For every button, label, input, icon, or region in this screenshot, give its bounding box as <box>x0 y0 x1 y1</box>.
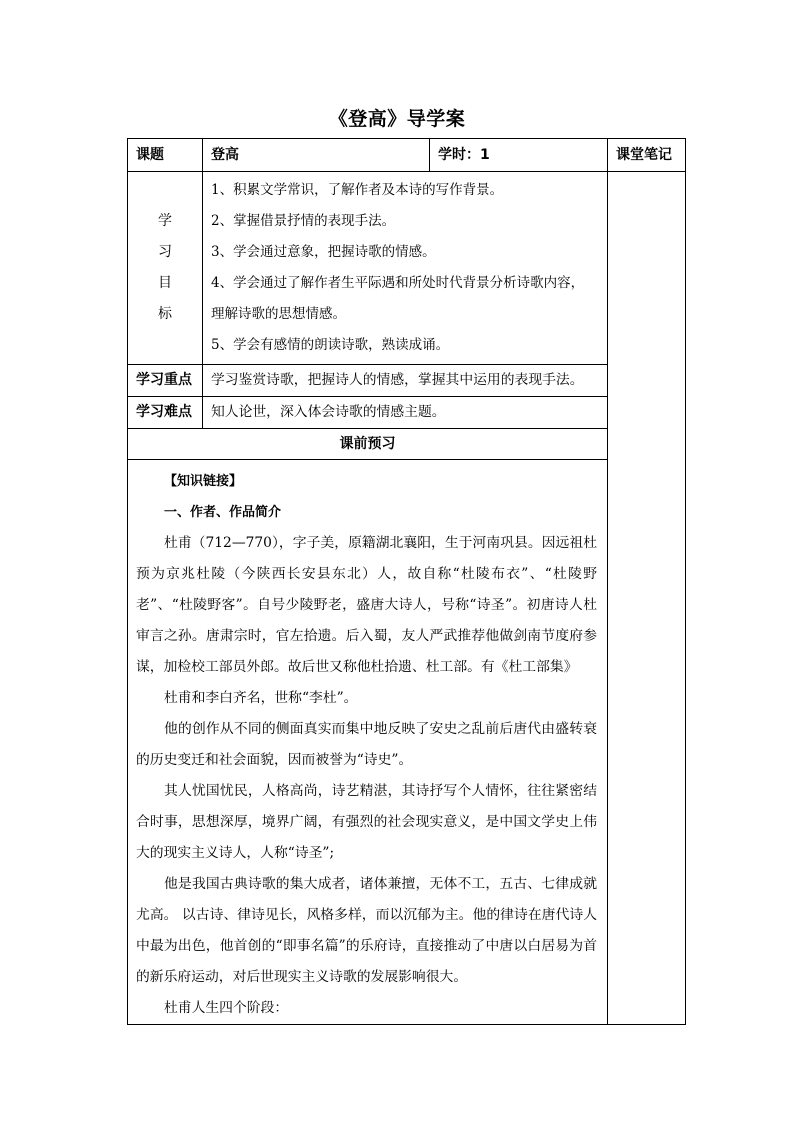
difficult-points-row <box>128 397 686 429</box>
hours-cell: 学时：1 <box>430 139 608 172</box>
paragraph: 杜甫（712—770），字子美，原籍湖北襄阳，生于河南巩县。因远祖杜预为京兆杜陵（今陕西长安县东北）人，故自称“杜陵布衣”、“杜陵野老”、“杜陵野客”。自号少陵野老，盛唐大诗人，号称“诗圣”。初唐诗人杜审言之孙。唐肃宗时，官左拾遗。后入蜀，友人严武推荐他做剑南节度府参谋，加检校工部员外郎。故后世又称他杜拾遗、杜工部。有《杜工部集》 <box>136 535 597 675</box>
lesson-plan-table <box>127 138 686 1025</box>
objectives-label-char: 学 <box>158 213 172 229</box>
objectives-label <box>128 172 203 365</box>
paragraph: 他是我国古典诗歌的集大成者，诸体兼擅，无体不工，五古、七律成就尤高。 以古诗、律诗见长，风格多样，而以沉郁为主。他的律诗在唐代诗人中最为出色，他首创的“即事名篇”的乐府诗，直接推动了中唐以白居易为首的新乐府运动，对后世现实主义诗歌的发展影响很大。 <box>136 876 597 985</box>
objective-item: 4、学会通过了解作者生平际遇和所处时代背景分析诗歌内容， <box>211 275 585 291</box>
objectives-list <box>203 172 608 365</box>
topic-value: 登高 <box>203 139 430 172</box>
objectives-label-char: 标 <box>158 306 172 322</box>
paragraph: 其人忧国忧民，人格高尚，诗艺精湛，其诗抒写个人情怀，往往紧密结合时事，思想深厚，境界广阔，有强烈的社会现实意义，是中国文学史上伟大的现实主义诗人，人称“诗圣”; <box>136 783 597 861</box>
header-row <box>128 139 686 172</box>
objective-item: 3、学会通过意象，把握诗歌的情感。 <box>211 244 436 260</box>
difficult-points-label: 学习难点 <box>128 397 203 429</box>
notes-column <box>608 172 686 1025</box>
difficult-points-value: 知人论世，深入体会诗歌的情感主题。 <box>203 397 608 429</box>
preview-content-row <box>128 460 686 1025</box>
knowledge-link-heading: 【知识链接】 <box>164 474 243 489</box>
objective-item: 1、积累文学常识，了解作者及本诗的写作背景。 <box>211 182 504 198</box>
objectives-row <box>128 172 686 365</box>
objective-item: 理解诗歌的思想情感。 <box>211 306 346 322</box>
preview-section-title: 课前预习 <box>128 429 608 460</box>
paragraph: 杜甫和李白齐名，世称“李杜”。 <box>164 690 358 706</box>
author-intro-heading: 一、作者、作品简介 <box>164 505 282 520</box>
key-points-value: 学习鉴赏诗歌，把握诗人的情感，掌握其中运用的表现手法。 <box>203 365 608 397</box>
preview-header-row <box>128 429 686 460</box>
key-points-row <box>128 365 686 397</box>
paragraph: 杜甫人生四个阶段： <box>164 1000 289 1016</box>
objective-item: 5、学会有感情的朗读诗歌，熟读成诵。 <box>211 337 450 353</box>
topic-label: 课题 <box>128 139 203 172</box>
key-points-label: 学习重点 <box>128 365 203 397</box>
preview-content <box>128 460 608 1025</box>
objective-item: 2、掌握借景抒情的表现手法。 <box>211 213 396 229</box>
objectives-label-char: 习 <box>158 244 172 260</box>
objectives-label-char: 目 <box>158 275 172 291</box>
paragraph: 他的创作从不同的侧面真实而集中地反映了安史之乱前后唐代由盛转衰的历史变迁和社会面貌，因而被誉为“诗史”。 <box>136 721 597 768</box>
notes-label: 课堂笔记 <box>608 139 686 172</box>
document-title: 《登高》导学案 <box>328 108 466 130</box>
